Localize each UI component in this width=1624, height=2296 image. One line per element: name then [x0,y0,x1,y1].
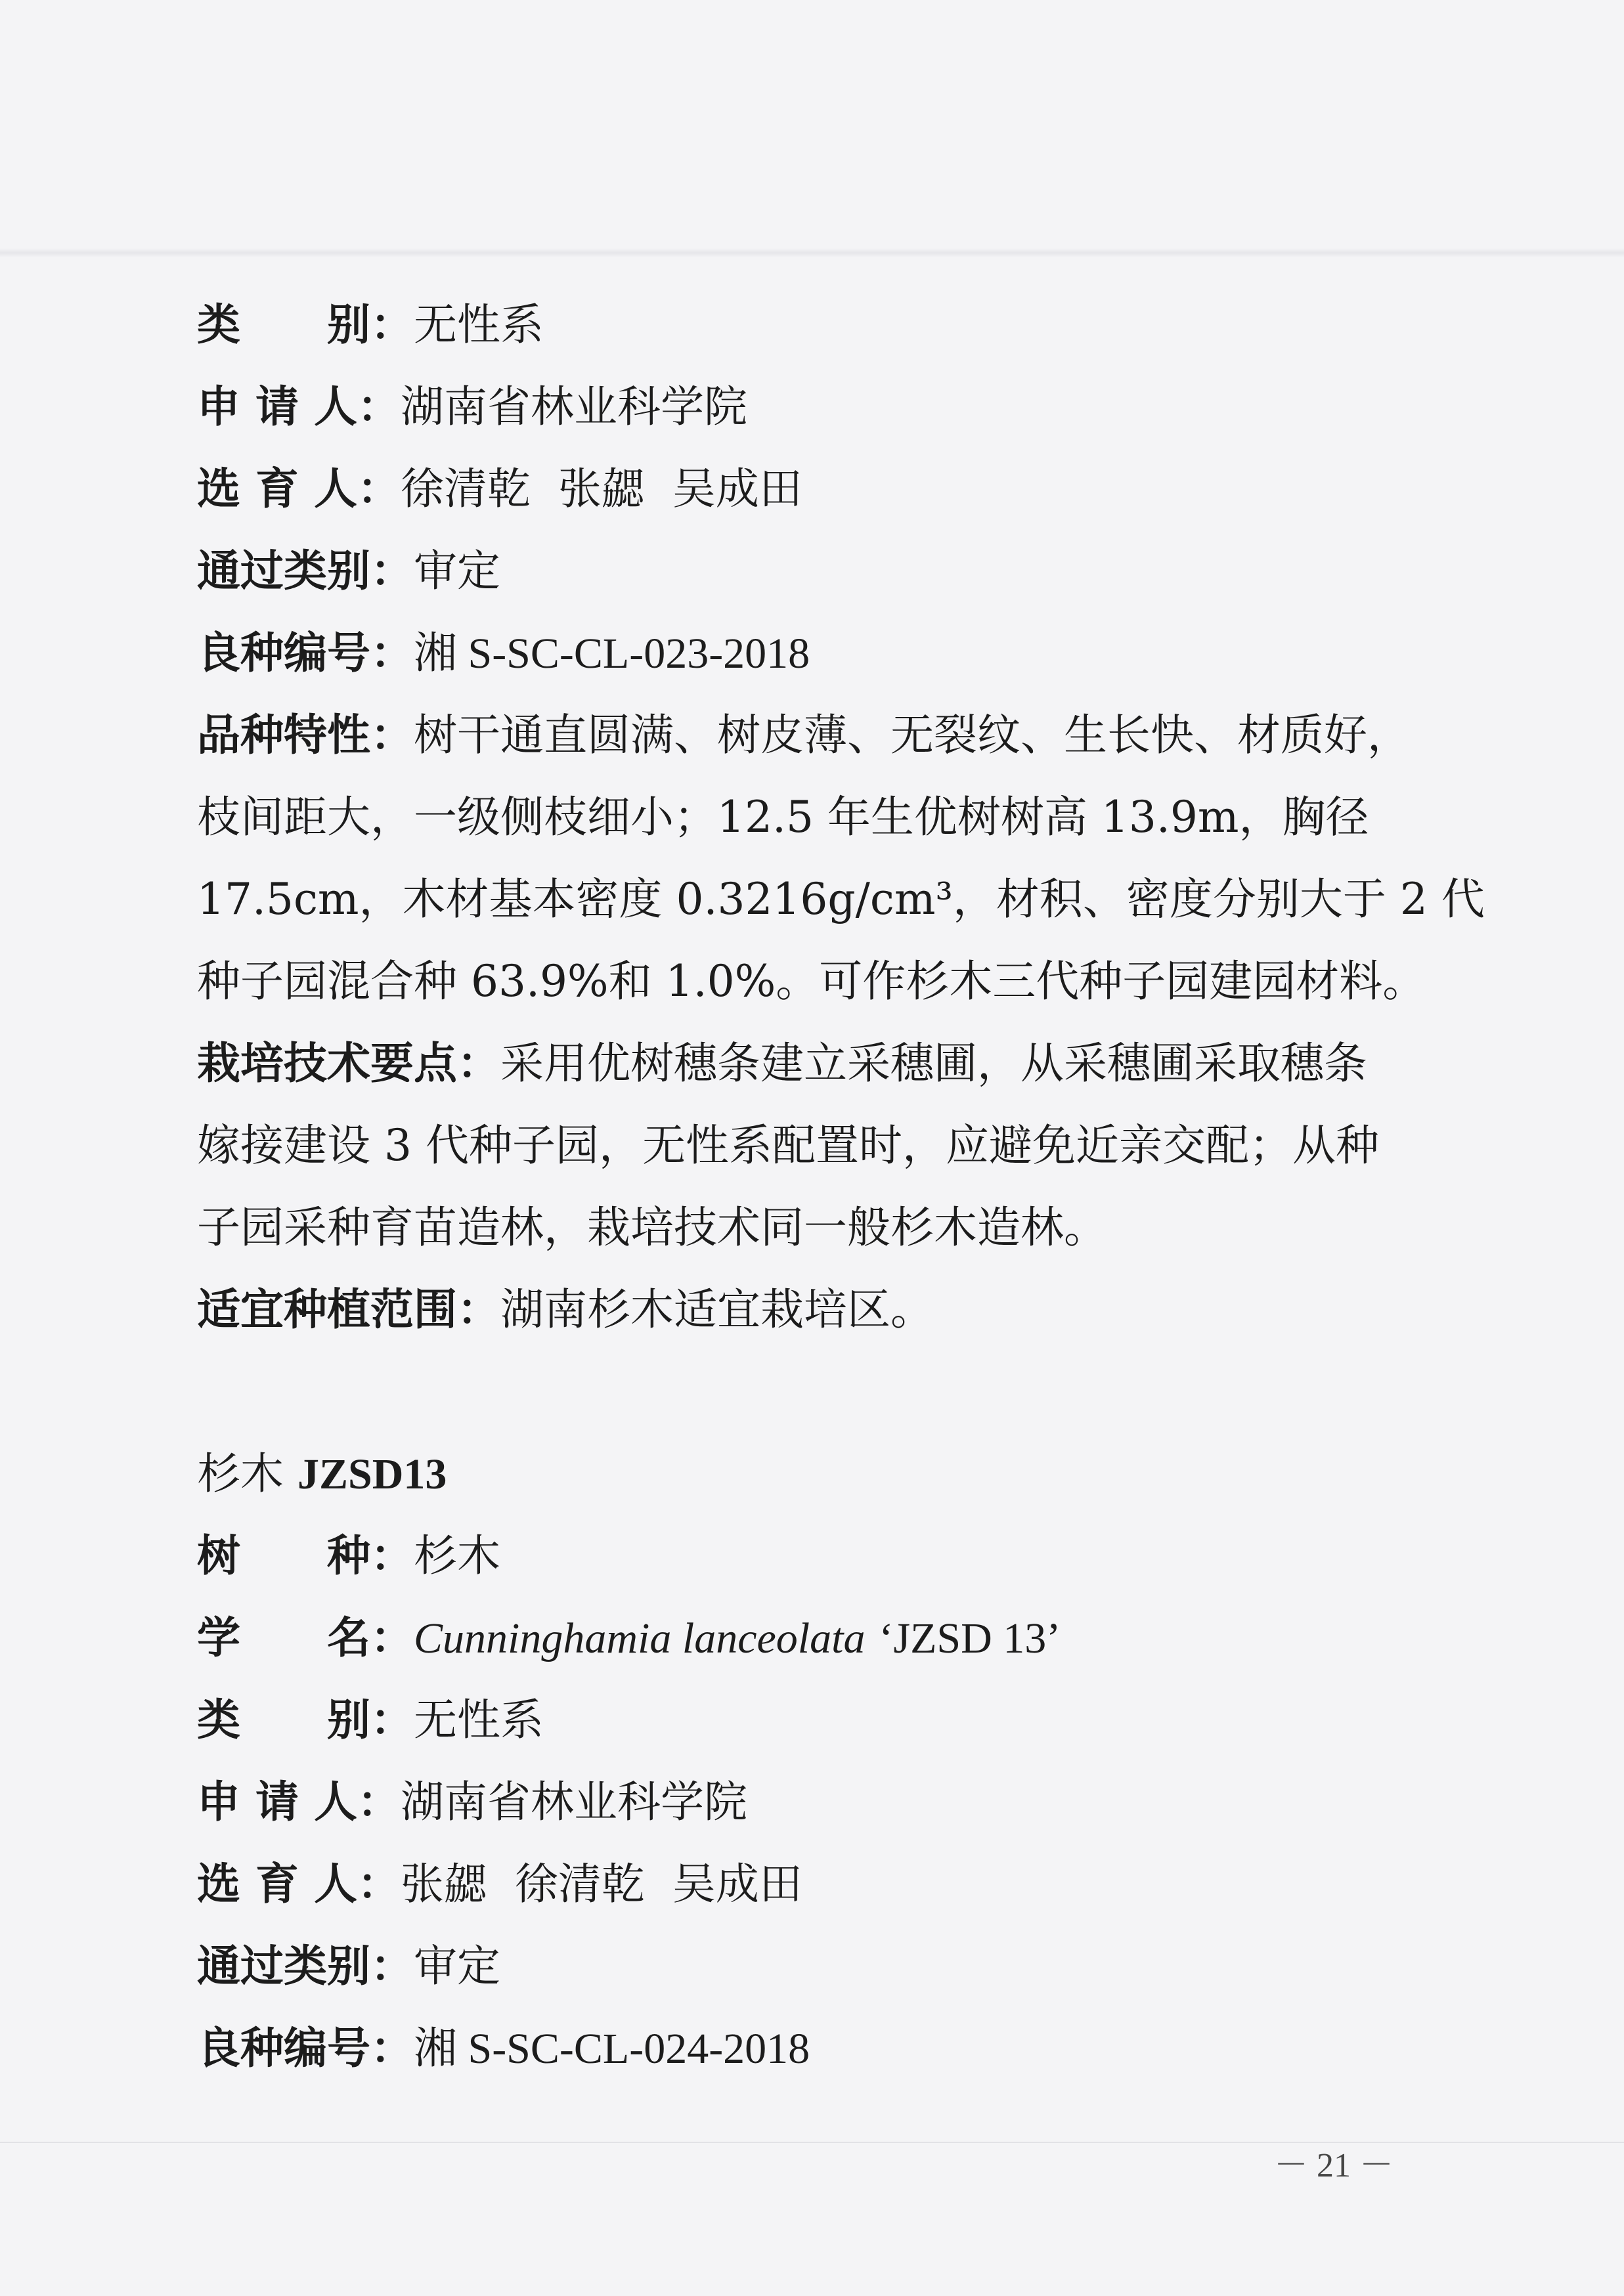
field-label: 选 育 人： [197,1859,401,1909]
scan-artifact-band [0,248,1624,257]
cultivation-line-2: 嫁接建设 3 代种子园，无性系配置时，应避免近亲交配；从种 [197,1120,1379,1171]
page-number: － 21 － [1274,2147,1394,2184]
variety-heading [197,1448,447,1501]
field-label: 通过类别： [197,546,414,596]
field-breeder [197,1858,1405,1911]
field-value: 无性系 [414,1695,544,1745]
traits-text: 树干通直圆满、树皮薄、无裂纹、生长快、材质好， [414,710,1411,760]
field-approval [197,545,1405,597]
field-label: 适宜种植范围： [197,1284,500,1335]
field-value: 湘 S-SC-CL-024-2018 [414,2025,810,2073]
field-value: 湖南省林业科学院 [400,1777,747,1827]
field-applicant [197,1776,1405,1829]
field-range [197,1284,1405,1336]
traits-line-2: 枝间距大，一级侧枝细小；12.5 年生优树树高 13.9m，胸径 [197,792,1369,842]
field-label: 良种编号： [197,2023,414,2073]
field-label: 类 别： [197,299,414,350]
field-label: 申 请 人： [197,381,401,432]
traits-line-3: 17.5cm，木材基本密度 0.3216g/cm³，材积、密度分别大于 2 代 [197,874,1485,924]
scientific-name: Cunninghamia lanceolata [414,1614,866,1662]
field-value: 张勰 徐清乾 吴成田 [400,1859,802,1909]
field-value: 杉木 [414,1530,500,1581]
traits-line-1 [197,709,1411,762]
field-label: 学 名： [197,1613,414,1663]
field-number [197,2022,1405,2075]
traits-line-4: 种子园混合种 63.9%和 1.0%。可作杉木三代种子园建园材料。 [197,956,1426,1007]
field-value: 徐清乾 张勰 吴成田 [400,464,802,514]
cultivar-name: ‘JZSD 13’ [879,1614,1061,1662]
field-value: 湖南杉木适宜栽培区。 [500,1284,934,1335]
field-value: 湖南省林业科学院 [400,381,747,432]
field-label: 选 育 人： [197,464,401,514]
field-label: 品种特性： [197,710,414,760]
field-label: 通过类别： [197,1941,414,1991]
heading-cn: 杉木 [197,1448,284,1499]
field-category [197,1694,1405,1746]
heading-code: JZSD13 [297,1450,447,1498]
field-label: 树 种： [197,1530,414,1581]
field-label: 良种编号： [197,628,414,678]
field-breeder [197,463,1405,515]
field-label: 申 请 人： [197,1777,401,1827]
field-category [197,299,1405,351]
field-approval [197,1940,1405,1993]
field-value: 审定 [414,546,500,596]
field-value: 审定 [414,1941,500,1991]
field-species [197,1530,1405,1582]
cultivation-text: 采用优树穗条建立采穗圃，从采穗圃采取穗条 [500,1038,1367,1089]
field-number [197,627,1405,680]
field-label: 类 别： [197,1695,414,1745]
field-value: 无性系 [414,299,544,350]
field-sci-name [197,1612,1405,1665]
field-applicant [197,381,1405,433]
field-label: 栽培技术要点： [197,1038,500,1089]
cultivation-line-3: 子园采种育苗造林，栽培技术同一般杉木造林。 [197,1202,1107,1253]
field-value: 湘 S-SC-CL-023-2018 [414,630,810,678]
cultivation-line-1 [197,1037,1405,1090]
